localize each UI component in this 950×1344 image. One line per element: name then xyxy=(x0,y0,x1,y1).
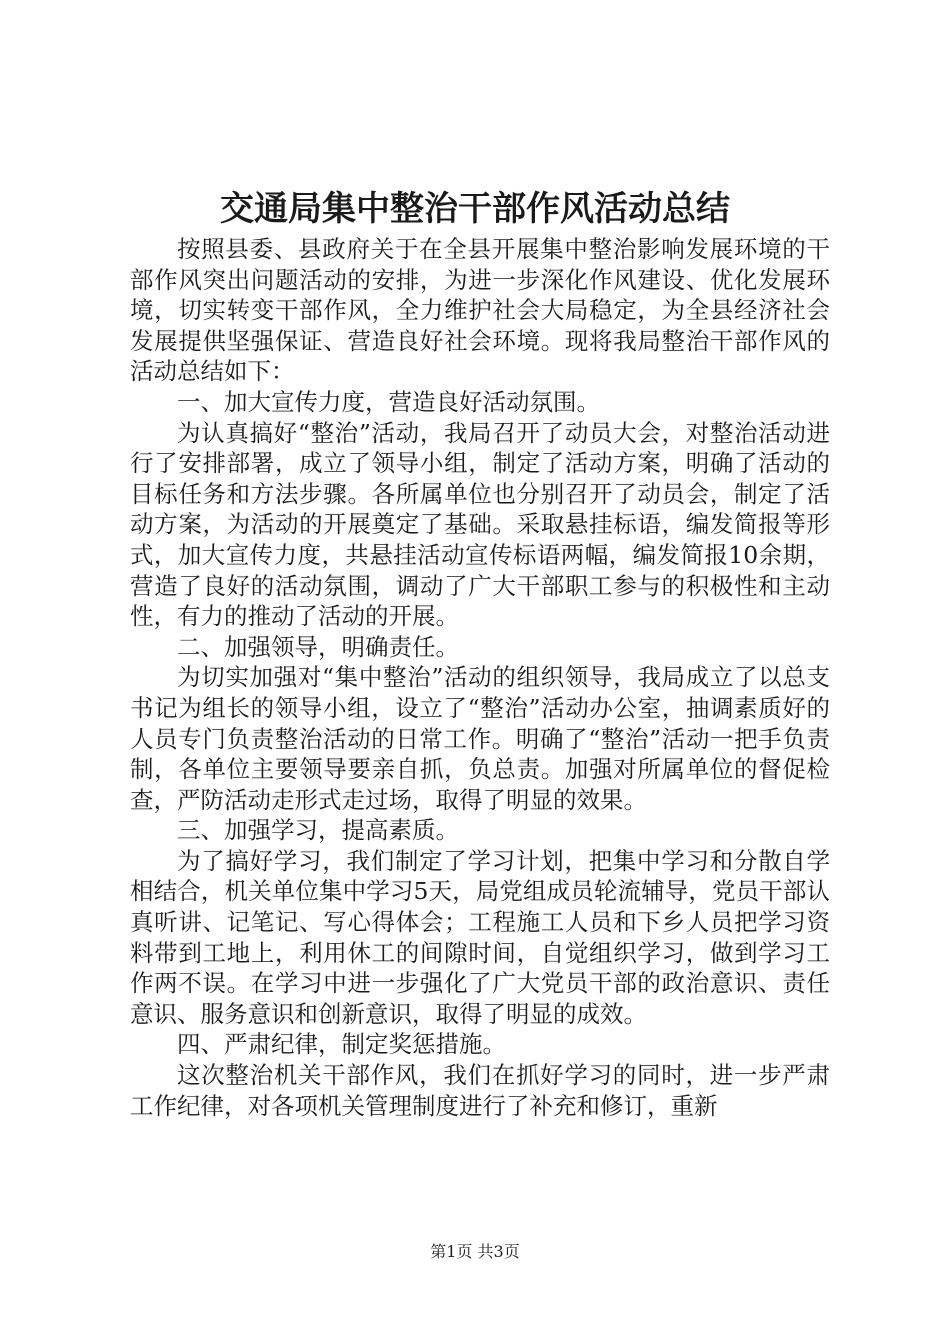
section-heading-4: 四、严肃纪律，制定奖惩措施。 xyxy=(177,1030,506,1059)
section-heading-3: 三、加强学习，提高素质。 xyxy=(177,816,459,845)
section-heading-1: 一、加大宣传力度，营造良好活动氛围。 xyxy=(177,387,600,416)
document-body xyxy=(130,234,830,1121)
paragraph-intro: 按照县委、县政府关于在全县开展集中整治影响发展环境的干部作风突出问题活动的安排，为进一步深化作风建设、优化发展环境，切实转变干部作风，全力维护社会大局稳定，为全县经济社会发展提供坚强保证、营造良好社会环境。现将我局整治干部作风的活动总结如下： xyxy=(130,235,830,386)
document-title: 交通局集中整治干部作风活动总结 xyxy=(220,189,730,229)
paragraph-section-3: 为了搞好学习，我们制定了学习计划，把集中学习和分散自学相结合，机关单位集中学习5天，局党组成员轮流辅导，党员干部认真听讲、记笔记、写心得体会；工程施工人员和下乡人员把学习资料带到工地上，利用休工的间隙时间，自觉组织学习，做到学习工作两不误。在学习中进一步强化了广大党员干部的政治意识、责任意识、服务意识和创新意识，取得了明显的成效。 xyxy=(130,846,830,1028)
paragraph-section-4: 这次整治机关干部作风，我们在抓好学习的同时，进一步严肃工作纪律，对各项机关管理制度进行了补充和修订，重新 xyxy=(130,1061,830,1120)
paragraph-section-2: 为切实加强对“集中整治”活动的组织领导，我局成立了以总支书记为组长的领导小组，设立了“整治”活动办公室，抽调素质好的人员专门负责整治活动的日常工作。明确了“整治”活动一把手负责制，各单位主要领导要亲自抓，负总责。加强对所属单位的督促检查，严防活动走形式走过场，取得了明显的效果。 xyxy=(130,663,830,814)
section-heading-2: 二、加强领导，明确责任。 xyxy=(177,632,459,661)
paragraph-section-1: 为认真搞好“整治”活动，我局召开了动员大会，对整治活动进行了安排部署，成立了领导小组，制定了活动方案，明确了活动的目标任务和方法步骤。各所属单位也分别召开了动员会，制定了活动方案，为活动的开展奠定了基础。采取悬挂标语，编发简报等形式，加大宣传力度，共悬挂活动宣传标语两幅，编发简报10余期，营造了良好的活动氛围，调动了广大干部职工参与的积极性和主动性，有力的推动了活动的开展。 xyxy=(130,418,830,631)
page-footer: 第1页 共3页 xyxy=(430,1242,520,1261)
